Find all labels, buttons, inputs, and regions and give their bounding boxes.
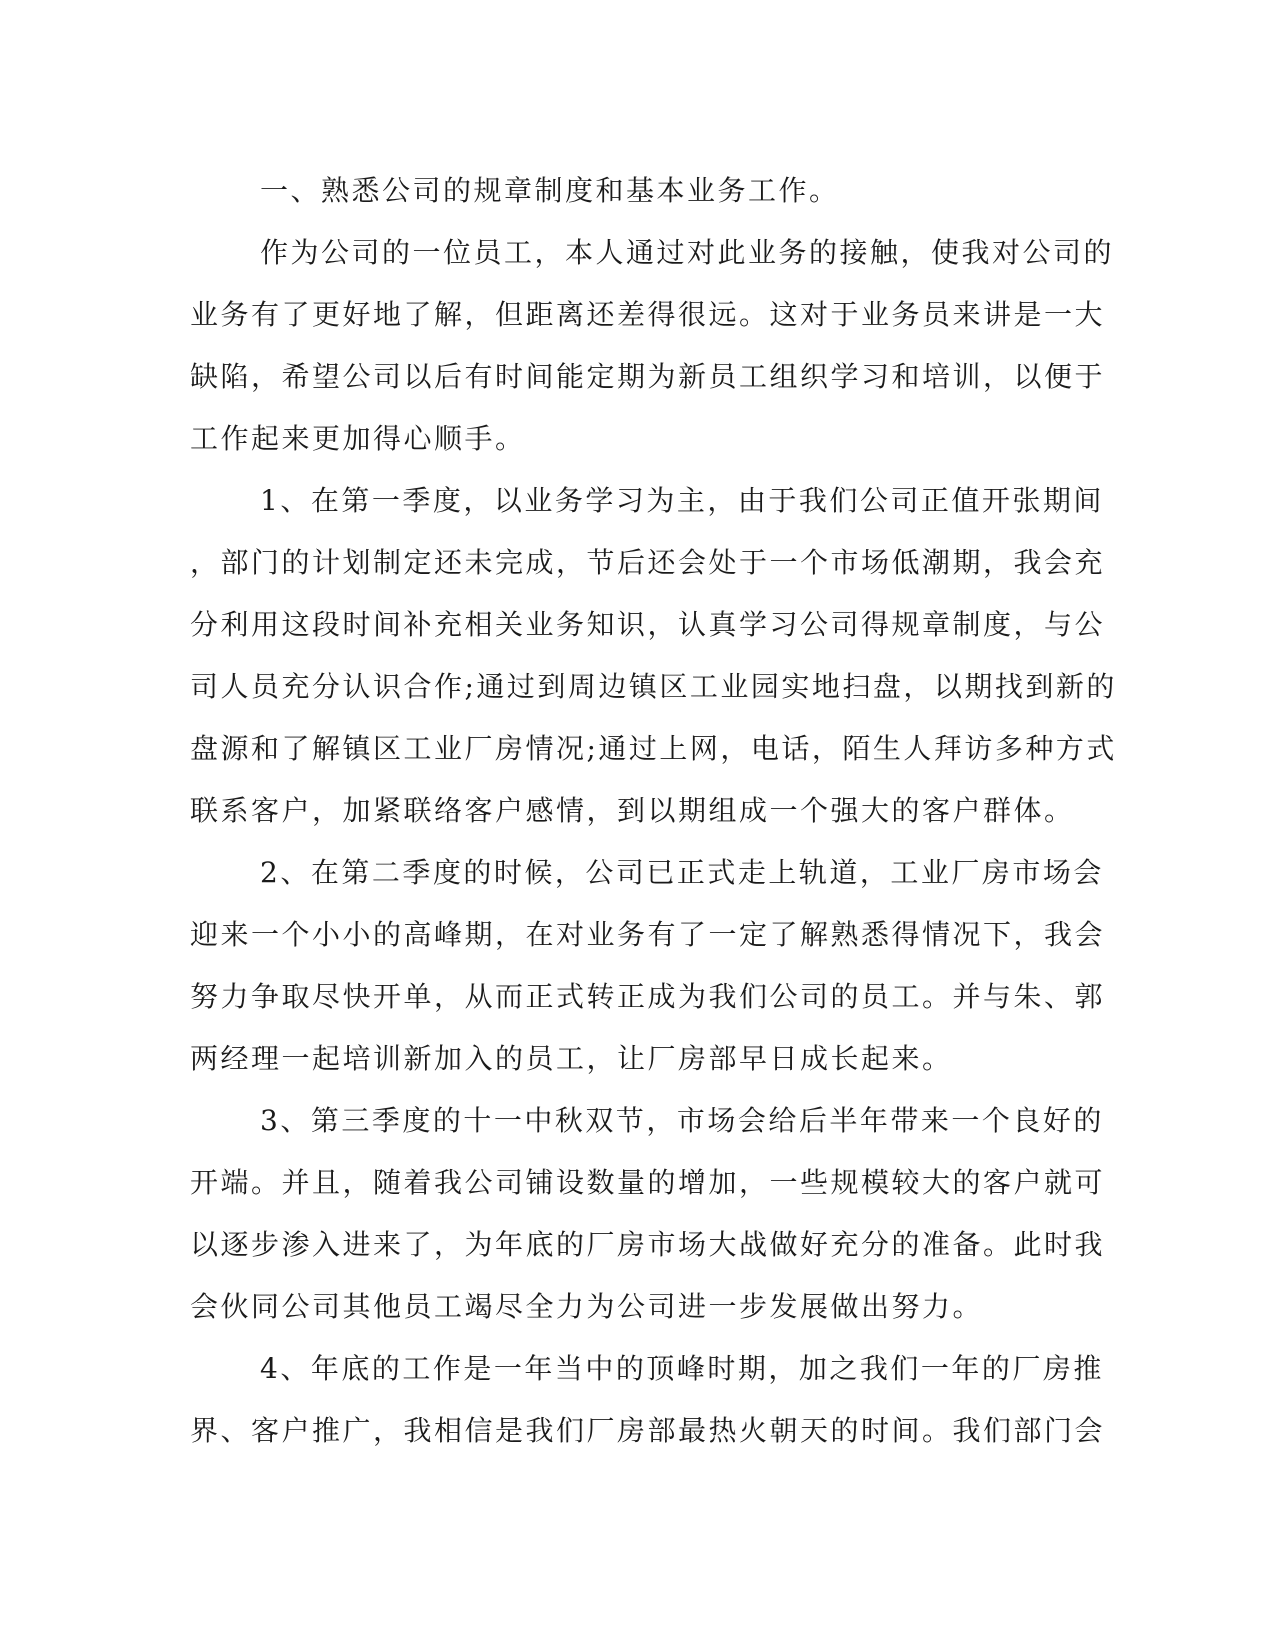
paragraph-line: 4、年底的工作是一年当中的顶峰时期，加之我们一年的厂房推	[260, 1352, 1104, 1385]
paragraph-line: 界、客户推广，我相信是我们厂房部最热火朝天的时间。我们部门会	[190, 1414, 1106, 1447]
paragraph-line: 业务有了更好地了解，但距离还差得很远。这对于业务员来讲是一大	[190, 298, 1106, 331]
paragraph-line: 努力争取尽快开单，从而正式转正成为我们公司的员工。并与朱、郭	[190, 980, 1106, 1013]
paragraph-line: 缺陷，希望公司以后有时间能定期为新员工组织学习和培训，以便于	[190, 360, 1106, 393]
paragraph-q3	[190, 1090, 1106, 1338]
paragraph-line: 会伙同公司其他员工竭尽全力为公司进一步发展做出努力。	[190, 1290, 984, 1323]
paragraph-q4	[190, 1338, 1106, 1462]
document-body	[190, 160, 1117, 1462]
paragraph-line: 盘源和了解镇区工业厂房情况;通过上网，电话，陌生人拜访多种方式	[190, 732, 1117, 765]
paragraph-q2	[190, 842, 1106, 1090]
paragraph-line: 1、在第一季度，以业务学习为主，由于我们公司正值开张期间	[260, 484, 1104, 517]
paragraph-line: 开端。并且，随着我公司铺设数量的增加，一些规模较大的客户就可	[190, 1166, 1106, 1199]
paragraph-line: 两经理一起培训新加入的员工，让厂房部早日成长起来。	[190, 1042, 953, 1075]
paragraph-line: 工作起来更加得心顺手。	[190, 422, 526, 455]
paragraph-line: 联系客户，加紧联络客户感情，到以期组成一个强大的客户群体。	[190, 794, 1075, 827]
paragraph-line: ，部门的计划制定还未完成，节后还会处于一个市场低潮期，我会充	[190, 546, 1106, 579]
heading-text: 一、熟悉公司的规章制度和基本业务工作。	[260, 174, 840, 207]
paragraph-line: 迎来一个小小的高峰期，在对业务有了一定了解熟悉得情况下，我会	[190, 918, 1106, 951]
paragraph-line: 司人员充分认识合作;通过到周边镇区工业园实地扫盘，以期找到新的	[190, 670, 1117, 703]
section-heading	[190, 160, 1070, 222]
paragraph-line: 作为公司的一位员工，本人通过对此业务的接触，使我对公司的	[260, 236, 1115, 269]
paragraph-q1	[190, 470, 1117, 842]
paragraph-line: 2、在第二季度的时候，公司已正式走上轨道，工业厂房市场会	[260, 856, 1104, 889]
paragraph-intro	[190, 222, 1115, 470]
paragraph-line: 分利用这段时间补充相关业务知识，认真学习公司得规章制度，与公	[190, 608, 1106, 641]
paragraph-line: 3、第三季度的十一中秋双节，市场会给后半年带来一个良好的	[260, 1104, 1104, 1137]
paragraph-line: 以逐步渗入进来了，为年底的厂房市场大战做好充分的准备。此时我	[190, 1228, 1106, 1261]
